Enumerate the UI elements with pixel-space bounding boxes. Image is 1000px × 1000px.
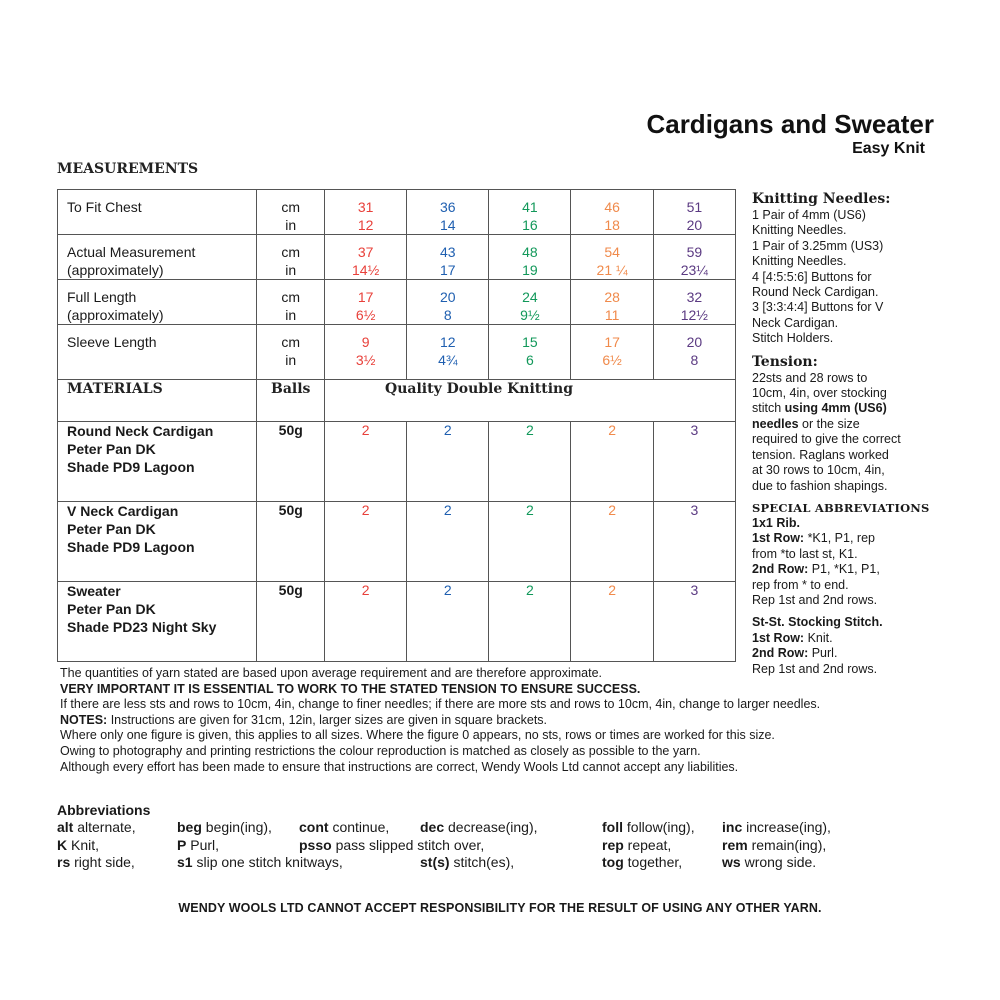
measurement-label-line [67,217,256,235]
size-value-cell [571,280,653,325]
abbreviation-term: foll [602,819,623,835]
abbreviation-meaning: alternate, [73,819,136,835]
ball-count: 2 [325,422,407,502]
stocking-stitch-title-text: St-St. Stocking Stitch. [752,615,883,630]
abbreviation-term: P [177,836,187,853]
notes-line-tension: If there are less sts and rows to 10cm, 4in, change to finer needles; if there are more sts and rows to 10cm, 4in, change to larger needles. [60,697,821,712]
value-cm: 15 [522,334,538,350]
material-product [58,422,257,502]
abbreviation-item [722,837,826,855]
product-line: Shade PD23 Night Sky [67,619,217,635]
abbreviation-item [602,854,682,872]
sidebar-line: required to give the correct [752,432,901,447]
sidebar-line: 4 [4:5:5:6] Buttons for [752,269,872,284]
ball-count: 2 [325,582,407,662]
notes-block [60,666,940,775]
size-value-cell [407,190,489,235]
abbreviation-term: rem [722,836,748,853]
material-row [58,502,736,582]
abbreviation-item [722,854,816,872]
abbreviation-meaning: Purl, [186,836,220,853]
abbreviation-meaning: pass slipped stitch over, [331,836,485,853]
material-row [58,422,736,502]
abbreviation-term: beg [177,819,202,835]
ball-count: 2 [489,582,571,662]
product-line: Shade PD9 Lagoon [67,539,195,555]
ball-weight: 50g [257,502,325,582]
abbreviation-term: dec [420,819,445,835]
size-value-cell [407,235,489,280]
abbreviation-item [177,819,272,837]
value-in: 6½ [355,306,376,323]
abbreviation-item [299,819,389,837]
product-line: Shade PD9 Lagoon [67,459,195,475]
ball-weight: 50g [257,422,325,502]
stocking-stitch-title [752,615,992,630]
size-value-cell [489,280,571,325]
measurements-heading: MEASUREMENTS [57,161,199,177]
tension-heading: Tension: [752,353,818,370]
abbreviation-row [57,837,957,855]
value-in: 12 [357,216,374,233]
value-cm: 51 [686,199,703,215]
sidebar-line: due to fashion shapings. [752,478,888,493]
rib-row-1-cont: from *to last st, K1. [752,546,858,561]
special-abbreviations-heading: SPECIAL ABBREVIATIONS [752,500,930,515]
row-text: P1, *K1, P1, [808,562,880,577]
material-product [58,582,257,662]
row-label: 2nd Row: [752,562,809,577]
abbreviation-item [420,819,538,837]
measurement-units [257,190,325,235]
material-product [58,502,257,582]
value-in: 16 [522,216,538,233]
ball-count: 2 [489,422,571,502]
value-in: 6 [526,351,534,368]
value-cm: 24 [522,289,538,305]
unit-label: in [285,306,297,323]
tension-needles-word: needles [752,416,799,431]
abbreviation-term: tog [602,854,624,870]
value-cm: 32 [686,289,703,305]
abbreviation-meaning: increase(ing), [742,819,831,835]
value-in: 8 [690,351,699,368]
ball-count: 2 [407,422,489,502]
size-value-cell [571,325,653,380]
value-in: 20 [686,216,703,233]
product-line: Sweater [67,583,121,599]
size-value-cell [571,190,653,235]
measurements-table [57,189,736,662]
unit-label: cm [281,199,301,215]
size-value-cell [325,325,407,380]
unit-label: in [285,351,297,368]
value-cm: 12 [440,334,456,350]
measurement-label [58,235,257,280]
value-cm: 41 [522,199,538,215]
unit-label: cm [281,334,301,350]
size-value-cell [653,325,735,380]
abbreviation-meaning: remain(ing), [747,836,827,853]
needles-list [752,208,992,347]
abbreviation-term: alt [57,819,74,835]
size-value-cell [653,190,735,235]
rib-title [752,516,992,531]
footer-disclaimer: WENDY WOOLS LTD CANNOT ACCEPT RESPONSIBILITY FOR THE RESULT OF USING ANY OTHER YARN. [178,901,822,915]
abbreviation-term: ws [722,854,741,870]
value-cm: 20 [440,289,456,305]
value-in: 6½ [602,351,622,368]
abbreviation-term: rep [602,836,624,853]
abbreviation-term: st(s) [420,854,450,870]
abbreviation-meaning: repeat, [623,836,672,853]
value-cm: 20 [686,334,703,350]
measurement-units [257,280,325,325]
ball-count: 2 [407,502,489,582]
product-line: Peter Pan DK [67,521,156,537]
value-in: 23¼ [680,261,708,278]
abbreviation-item [57,837,99,855]
product-line: Peter Pan DK [67,441,156,457]
value-cm: 59 [686,244,703,260]
measurement-label-line: Sleeve Length [67,334,157,350]
unit-label: in [285,216,297,233]
sidebar-line: 10cm, 4in, over stocking [752,386,887,401]
size-value-cell [489,235,571,280]
size-value-cell [489,325,571,380]
abbreviation-term: cont [299,819,329,835]
value-in: 19 [522,261,538,278]
tension-text [752,371,992,402]
notes-line-sizes [60,713,940,729]
size-value-cell [325,280,407,325]
unit-label: cm [281,289,301,305]
ball-count: 2 [571,582,653,662]
value-cm: 37 [357,244,374,260]
stocking-row-1 [752,631,992,646]
sidebar-line: tension. Raglans worked [752,447,889,462]
value-in: 14½ [352,261,380,278]
size-value-cell [571,235,653,280]
sidebar-line: 1 Pair of 3.25mm (US3) [752,238,884,253]
notes-line-figures: Where only one figure is given, this applies to all sizes. Where the figure 0 appears, no sts, rows or times are worked for this size. [60,728,775,743]
unit-label: cm [281,244,301,260]
size-value-cell [325,190,407,235]
value-in: 18 [604,216,620,233]
abbreviation-item [722,819,831,837]
measurement-row [58,190,736,235]
page-subtitle: Easy Knit [852,140,925,157]
ball-count: 2 [571,502,653,582]
ball-count: 3 [653,582,735,662]
value-cm: 54 [604,244,620,260]
value-cm: 46 [604,199,620,215]
abbreviations-grid [57,819,957,872]
measurement-units [257,325,325,380]
tension-text-part: stitch [752,401,785,416]
abbreviation-term: psso [299,836,332,853]
measurement-units [257,235,325,280]
ball-count: 2 [571,422,653,502]
value-in: 11 [604,306,620,323]
abbreviations-title: Abbreviations [57,802,151,818]
size-value-cell [407,325,489,380]
sidebar-line: at 30 rows to 10cm, 4in, [752,463,885,478]
abbreviation-meaning: together, [623,854,683,870]
notes-line-quantities: The quantities of yarn stated are based upon average requirement and are therefore approximate. [60,666,603,680]
ball-count: 2 [325,502,407,582]
tension-line [752,401,992,416]
size-value-cell [407,280,489,325]
rib-repeat: Rep 1st and 2nd rows. [752,592,878,607]
unit-label: in [285,261,297,278]
value-cm: 48 [522,244,538,260]
measurement-label-line: Actual Measurement [67,244,196,260]
stocking-repeat: Rep 1st and 2nd rows. [752,661,878,676]
abbreviation-meaning: wrong side. [740,854,817,870]
abbreviation-meaning: slip one stitch knitways, [192,854,343,870]
value-in: 21 ¼ [596,261,628,278]
value-in: 8 [443,306,452,323]
sidebar-info [752,190,992,677]
measurement-row [58,235,736,280]
abbreviation-meaning: decrease(ing), [444,819,538,835]
abbreviation-meaning: follow(ing), [623,819,695,835]
sidebar-line: Knitting Needles. [752,254,847,269]
value-in: 9½ [520,306,540,323]
abbreviation-meaning: continue, [328,819,390,835]
measurement-row [58,325,736,380]
abbreviation-row [57,819,957,837]
size-value-cell [325,235,407,280]
sidebar-line: 1 Pair of 4mm (US6) [752,208,866,222]
ball-count: 3 [653,422,735,502]
rib-title-text: 1x1 Rib. [752,515,800,530]
sidebar-line: 22sts and 28 rows to [752,370,868,385]
notes-label: NOTES: [60,712,108,727]
ball-weight: 50g [257,582,325,662]
measurement-label [58,325,257,380]
row-text: *K1, P1, rep [804,531,875,546]
balls-label: Balls [271,381,311,397]
sidebar-line: 3 [3:3:4:4] Buttons for V [752,300,884,315]
abbreviation-row [57,854,957,872]
row-label: 1st Row: [752,531,805,546]
abbreviation-item [57,819,136,837]
measurement-label-line: Full Length [67,289,137,305]
abbreviation-term: K [57,836,68,853]
tension-text-cont [752,432,992,494]
abbreviation-item [602,819,695,837]
abbreviation-item [299,837,484,855]
materials-header-row [58,380,736,422]
value-cm: 9 [361,334,370,350]
measurement-label-line: (approximately) [67,306,164,323]
value-cm: 17 [357,289,374,305]
abbreviation-item [420,854,514,872]
value-in: 4¾ [438,351,458,368]
size-value-cell [489,190,571,235]
product-line: V Neck Cardigan [67,503,179,519]
abbreviation-meaning: begin(ing), [201,819,272,835]
abbreviation-term: rs [57,854,71,870]
important-text: VERY IMPORTANT IT IS ESSENTIAL TO WORK TO THE STATED TENSION TO ENSURE SUCCESS. [60,681,641,696]
tension-line [752,417,992,432]
sidebar-line: Neck Cardigan. [752,315,839,330]
sidebar-line: Stitch Holders. [752,331,834,346]
measurement-row [58,280,736,325]
rib-row-1 [752,531,992,546]
value-in: 17 [440,261,456,278]
measurement-label [58,190,257,235]
ball-count: 2 [407,582,489,662]
value-in: 14 [440,216,456,233]
product-line: Peter Pan DK [67,601,156,617]
material-row [58,582,736,662]
value-cm: 31 [357,199,374,215]
row-text: Knit. [804,630,833,645]
sidebar-line: Knitting Needles. [752,223,847,238]
notes-line-liability: Although every effort has been made to ensure that instructions are correct, Wendy Wools Ltd cannot accept any liabilities. [60,759,739,774]
row-label: 1st Row: [752,630,805,645]
abbreviation-item [177,837,219,855]
sidebar-line: Round Neck Cardigan. [752,285,879,300]
abbreviation-meaning: right side, [70,854,135,870]
size-value-cell [653,235,735,280]
tension-text-part: or the size [798,416,860,431]
needles-heading: Knitting Needles: [752,191,891,207]
abbreviation-item [602,837,671,855]
value-in: 3½ [355,351,376,368]
ball-count: 2 [489,502,571,582]
tension-needle-size: using 4mm (US6) [784,401,887,416]
page-title: Cardigans and Sweater [646,109,934,139]
abbreviation-meaning: stitch(es), [449,854,515,870]
value-cm: 17 [604,334,620,350]
measurement-label-line: (approximately) [67,261,164,278]
abbreviation-item [177,854,343,872]
value-cm: 28 [604,289,620,305]
measurement-label-line [67,352,256,370]
notes-line-colour: Owing to photography and printing restrictions the colour reproduction is matched as closely as possible to the yarn. [60,743,701,758]
materials-heading: MATERIALS [67,381,163,397]
abbreviation-term: inc [722,819,743,835]
notes-line-important [60,682,940,698]
value-in: 12½ [680,306,708,323]
size-value-cell [653,280,735,325]
measurement-label [58,280,257,325]
stocking-row-2 [752,646,992,661]
value-cm: 36 [440,199,456,215]
row-text: Purl. [808,646,838,661]
abbreviation-term: s1 [177,854,193,870]
rib-row-2-cont: rep from * to end. [752,577,849,592]
ball-count: 3 [653,502,735,582]
notes-text: Instructions are given for 31cm, 12in, larger sizes are given in square brackets. [107,712,548,727]
value-cm: 43 [440,244,456,260]
abbreviation-item [57,854,135,872]
quality-label: Quality Double Knitting [385,381,574,397]
measurement-label-line: To Fit Chest [67,199,142,215]
row-label: 2nd Row: [752,646,809,661]
abbreviation-meaning: Knit, [67,836,100,853]
product-line: Round Neck Cardigan [67,423,214,439]
rib-row-2 [752,562,992,577]
